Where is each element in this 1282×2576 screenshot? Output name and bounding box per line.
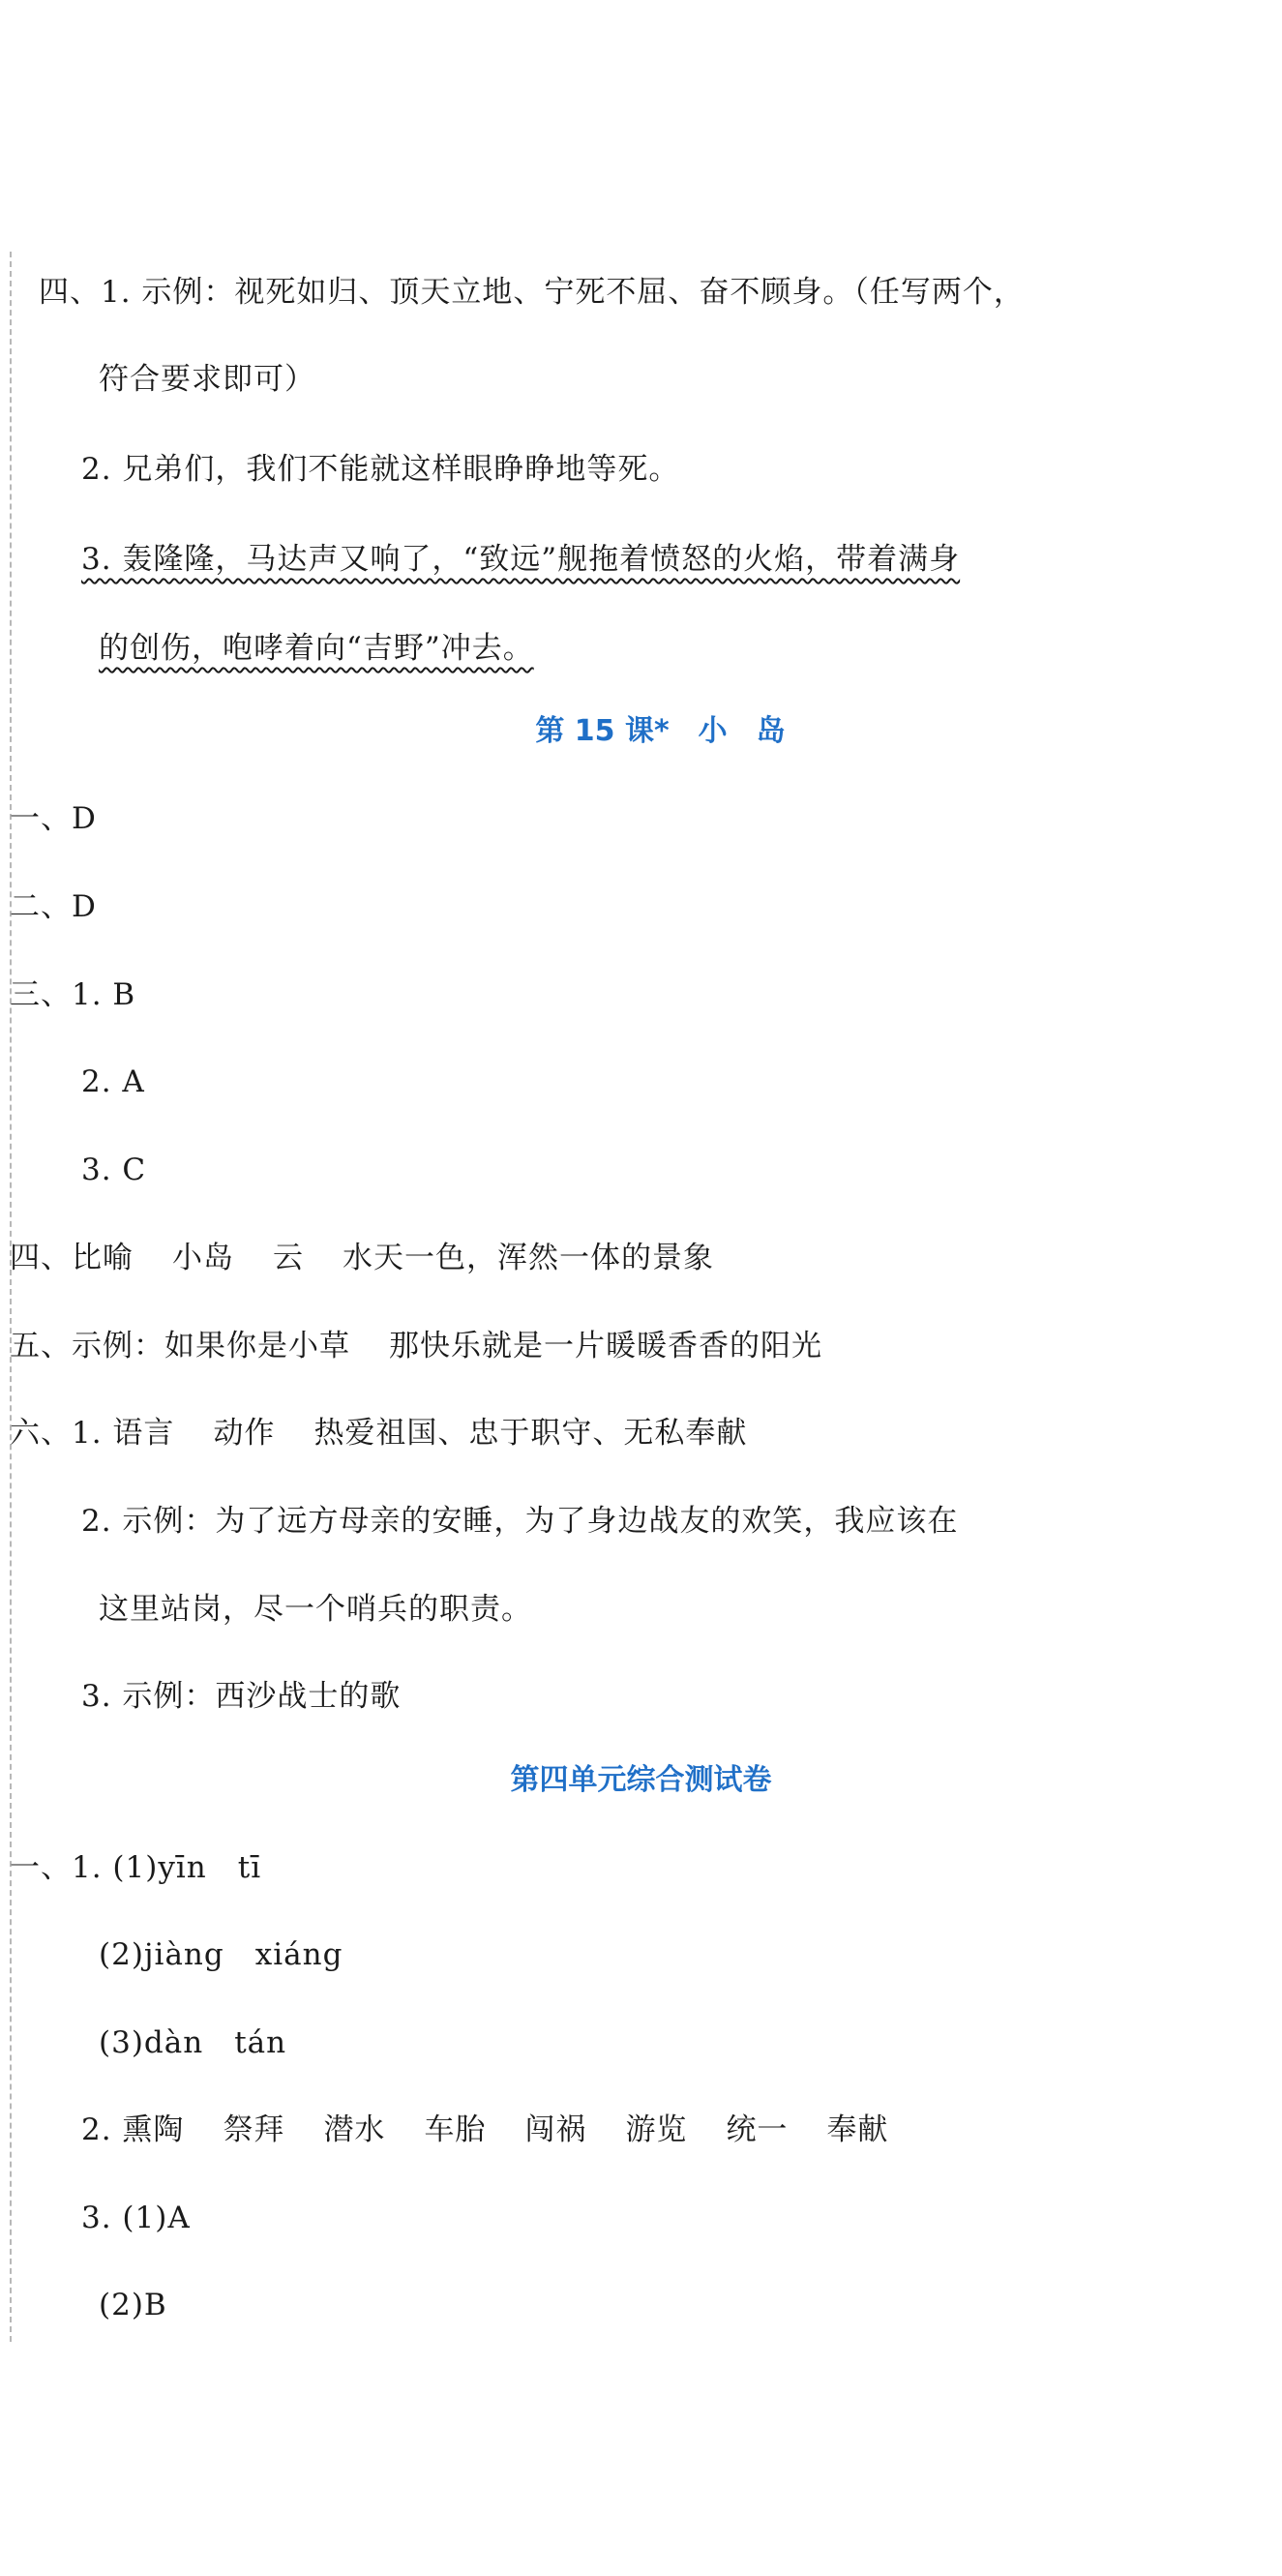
answer-line: 一、D	[10, 801, 97, 836]
answer-segment: 闯祸	[524, 2112, 587, 2147]
answer-line-wavy: 3. 轰隆隆，马达声又响了，“致远”舰拖着愤怒的火焰，带着满身	[81, 542, 961, 577]
answer-line: 一、1. (1)yīn tī	[10, 1850, 262, 1885]
answer-line: 2. 示例：为了远方母亲的安睡，为了身边战友的欢笑，我应该在	[81, 1504, 959, 1539]
answer-segment: 统一	[726, 2112, 789, 2147]
answer-line: 四、1. 示例：视死如归、顶天立地、宁死不屈、奋不顾身。（任写两个，	[39, 275, 1025, 310]
answer-segment: 动作	[213, 1416, 276, 1451]
answer-line: 2. 兄弟们，我们不能就这样眼睁睁地等死。	[81, 452, 680, 487]
lesson-title: 第 15 课* 小 岛	[535, 714, 786, 748]
answer-segment: 祭拜	[223, 2112, 285, 2147]
answer-segment: 四、比喻	[10, 1241, 134, 1275]
answer-line: 二、D	[10, 889, 97, 924]
answer-segment: 云	[273, 1241, 304, 1275]
answer-line	[10, 1327, 822, 1365]
answer-line: 2. A	[81, 1064, 145, 1099]
answer-segment: 热爱祖国、忠于职守、无私奉献	[313, 1416, 748, 1451]
answer-segment: 游览	[625, 2112, 688, 2147]
answer-line: (2)B	[99, 2288, 167, 2322]
answer-segment: 潜水	[323, 2112, 386, 2147]
answer-line: (2)jiàng xiáng	[99, 1937, 343, 1972]
answer-segment: 小岛	[172, 1241, 234, 1275]
answer-segment: 那快乐就是一片暖暖香香的阳光	[389, 1329, 822, 1363]
answer-line: 3. 示例：西沙战士的歌	[81, 1679, 402, 1714]
answer-line: 3. C	[81, 1153, 147, 1187]
answer-segment: 水天一色，浑然一体的景象	[343, 1241, 714, 1275]
answer-segment: 车胎	[424, 2112, 487, 2147]
answer-line-wavy: 的创伤，咆哮着向“吉野”冲去。	[99, 631, 534, 666]
answer-line	[81, 2111, 888, 2149]
answer-segment: 六、1. 语言	[10, 1416, 175, 1451]
answer-segment: 五、示例：如果你是小草	[10, 1329, 350, 1363]
answer-line: 这里站岗，尽一个哨兵的职责。	[99, 1592, 532, 1627]
margin-rule	[10, 252, 12, 2342]
answer-line: 3. (1)A	[81, 2201, 191, 2235]
answer-line	[10, 1239, 714, 1277]
answer-segment: 2. 熏陶	[81, 2112, 185, 2147]
answer-line	[10, 1414, 747, 1453]
unit-test-title: 第四单元综合测试卷	[510, 1763, 772, 1797]
answer-line: 三、1. B	[10, 977, 136, 1012]
answer-line: 符合要求即可）	[99, 362, 315, 397]
answer-line: (3)dàn tán	[99, 2025, 287, 2060]
answer-segment: 奉献	[826, 2112, 889, 2147]
